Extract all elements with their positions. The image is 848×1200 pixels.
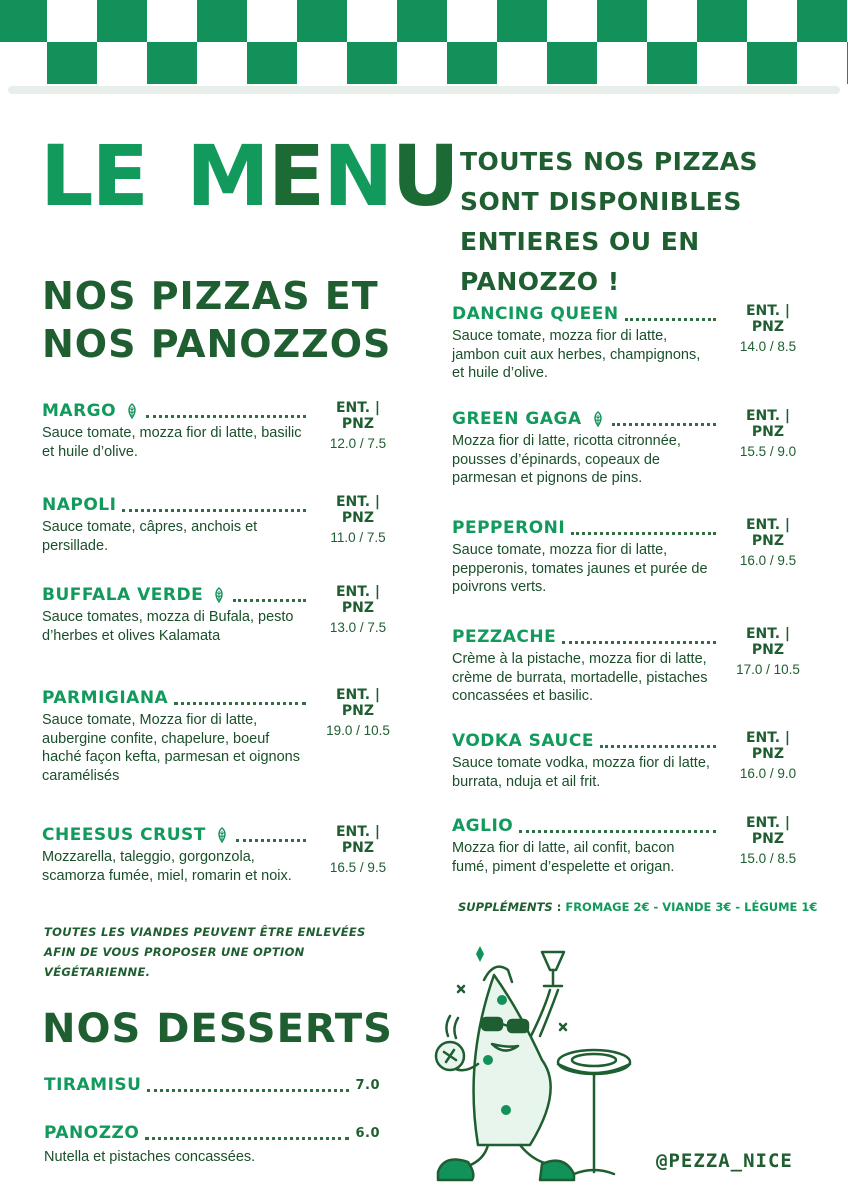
price-value: 14.0 / 8.5 — [739, 339, 797, 354]
price-value: 16.0 / 9.0 — [739, 766, 797, 781]
title-letter: E — [91, 127, 147, 225]
dot-leader — [571, 522, 716, 535]
pizza-item — [452, 303, 804, 383]
meat-note: TOUTES LES VIANDES PEUVENT ÊTRE ENLEVÉES AFIN DE VOUS PROPOSER UNE OPTION VÉGÉTARIENNE. — [44, 925, 366, 979]
vegetarian-leaf-icon — [211, 587, 227, 603]
title-letter: E — [267, 127, 324, 225]
checker-square — [697, 0, 747, 42]
pizza-description: Mozza fior di latte, ail confit, bacon fumé, piment d’espelette et origan. — [452, 840, 675, 875]
price-header: ENT. | PNZ — [335, 584, 380, 616]
price-header: ENT. | PNZ — [745, 303, 790, 335]
checker-square — [0, 0, 47, 42]
checker-square — [147, 42, 197, 84]
title-letter: M — [186, 127, 268, 225]
price-value: 19.0 / 10.5 — [326, 723, 390, 738]
pizza-price — [732, 303, 804, 354]
pizza-name: CHEESUS CRUST — [42, 825, 206, 845]
checker-square — [47, 42, 97, 84]
pizza-item — [452, 517, 804, 597]
intro-text: TOUTES NOS PIZZAS SONT DISPONIBLES ENTIERES OU EN PANOZZO ! — [460, 147, 759, 296]
checker-square — [597, 0, 647, 42]
pizza-mascot-illustration — [424, 940, 654, 1185]
pizza-description: Mozzarella, taleggio, gorgonzola, scamorza fumée, miel, romarin et noix. — [42, 849, 292, 884]
pizza-item — [42, 400, 394, 461]
pizza-item — [452, 626, 804, 706]
pizza-name: DANCING QUEEN — [452, 304, 619, 324]
price-header: ENT. | PNZ — [335, 400, 380, 432]
checker-square — [547, 42, 597, 84]
price-value: 12.0 / 7.5 — [329, 436, 387, 451]
pizza-item — [42, 824, 394, 885]
dot-leader — [146, 405, 306, 418]
checker-square — [447, 42, 497, 84]
vegetarian-leaf-icon — [124, 403, 140, 419]
price-value: 13.0 / 7.5 — [329, 620, 387, 635]
dot-leader — [233, 589, 306, 602]
pizza-description: Sauce tomate, mozza fior di latte, jambon cuit aux herbes, champignons, et huile d’olive. — [452, 328, 701, 381]
pizza-item — [42, 584, 394, 645]
pizza-price — [732, 730, 804, 781]
dessert-name: PANOZZO — [44, 1123, 140, 1143]
price-value: 17.0 / 10.5 — [736, 662, 800, 677]
pizza-description: Sauce tomate vodka, mozza fior di latte, burrata, nduja et ail frit. — [452, 755, 710, 790]
pizzas-section-title: NOS PIZZAS ET NOS PANOZZOS — [42, 274, 392, 366]
price-value: 11.0 / 7.5 — [330, 530, 386, 545]
price-header: ENT. | PNZ — [745, 517, 790, 549]
pizza-description: Crème à la pistache, mozza fior di latte, crème de burrata, mortadelle, pistaches concassées et basilic. — [452, 651, 708, 704]
header-divider — [8, 86, 840, 94]
pizza-description: Sauce tomates, mozza di Bufala, pesto d’herbes et olives Kalamata — [42, 609, 294, 644]
price-value: 16.5 / 9.5 — [329, 860, 387, 875]
checker-square — [247, 42, 297, 84]
pizza-price — [322, 824, 394, 875]
pizza-item — [42, 687, 394, 785]
price-value: 15.0 / 8.5 — [739, 851, 797, 866]
pizza-name: NAPOLI — [42, 495, 117, 515]
instagram-handle[interactable]: @PEZZA_NICE — [656, 1150, 793, 1172]
checker-square — [97, 0, 147, 42]
pizza-name: AGLIO — [452, 816, 514, 836]
price-value: 16.0 / 9.5 — [739, 553, 797, 568]
pizza-price — [732, 815, 804, 866]
checker-square — [297, 0, 347, 42]
dessert-item — [44, 1122, 380, 1167]
pizza-name: BUFFALA VERDE — [42, 585, 204, 605]
dot-leader — [236, 829, 306, 842]
pizza-description: Mozza fior di latte, ricotta citronnée, pousses d’épinards, copeaux de parmesan et pignons de pins. — [452, 433, 681, 486]
pizza-name: PEZZACHE — [452, 627, 557, 647]
price-header: ENT. | PNZ — [335, 687, 380, 719]
pizza-price — [322, 584, 394, 635]
pizza-name: MARGO — [42, 401, 117, 421]
pizza-name: GREEN GAGA — [452, 409, 582, 429]
pizza-price — [732, 408, 804, 459]
dot-leader — [122, 499, 306, 512]
checker-square — [397, 0, 447, 42]
dessert-name: TIRAMISU — [44, 1075, 142, 1095]
checker-square — [647, 42, 697, 84]
pizza-item — [452, 815, 804, 876]
title-letter: N — [323, 127, 392, 225]
supplements-values: FROMAGE 2€ - VIANDE 3€ - LÉGUME 1€ — [565, 900, 818, 914]
pizza-name: PEPPERONI — [452, 518, 566, 538]
title-letter: L — [40, 127, 92, 225]
checker-square — [497, 0, 547, 42]
checker-square — [797, 0, 847, 42]
checker-square — [747, 42, 797, 84]
dessert-price: 6.0 — [355, 1125, 380, 1141]
pizza-item — [452, 730, 804, 791]
dot-leader — [562, 631, 716, 644]
vegetarian-leaf-icon — [214, 827, 230, 843]
price-header: ENT. | PNZ — [745, 815, 790, 847]
price-header: ENT. | PNZ — [745, 408, 790, 440]
price-header: ENT. | PNZ — [745, 626, 790, 658]
pizza-price — [322, 400, 394, 451]
checkered-border — [0, 0, 848, 84]
checker-square — [197, 0, 247, 42]
pizza-description: Sauce tomate, mozza fior di latte, basilic et huile d’olive. — [42, 425, 302, 460]
price-header: ENT. | PNZ — [335, 494, 380, 526]
checker-square — [347, 42, 397, 84]
dessert-price: 7.0 — [355, 1077, 380, 1093]
title-letter: U — [391, 127, 458, 225]
pizza-description: Sauce tomate, câpres, anchois et persillade. — [42, 519, 258, 554]
pizza-name: PARMIGIANA — [42, 688, 169, 708]
supplements-label: SUPPLÉMENTS — [458, 900, 553, 914]
dot-leader — [174, 692, 306, 705]
dot-leader — [612, 413, 716, 426]
dessert-item — [44, 1074, 380, 1096]
pizza-item — [452, 408, 804, 488]
desserts-section-title: NOS DESSERTS — [42, 1006, 393, 1052]
pizza-price — [732, 517, 804, 568]
pizza-description: Sauce tomate, Mozza fior di latte, aubergine confite, chapelure, boeuf haché façon kefta, parmesan et oignons caramélisés — [42, 712, 300, 784]
dessert-description: Nutella et pistaches concassées. — [44, 1149, 256, 1165]
price-header: ENT. | PNZ — [335, 824, 380, 856]
dot-leader — [519, 820, 716, 833]
pizza-price — [322, 687, 394, 738]
price-header: ENT. | PNZ — [745, 730, 790, 762]
dot-leader — [600, 735, 716, 748]
price-value: 15.5 / 9.0 — [739, 444, 797, 459]
menu-title — [40, 127, 458, 225]
pizza-item — [42, 494, 394, 555]
supplements: SUPPLÉMENTS : FROMAGE 2€ - VIANDE 3€ - LÉGUME 1€ — [458, 900, 818, 914]
pizza-name: VODKA SAUCE — [452, 731, 594, 751]
pizza-description: Sauce tomate, mozza fior di latte, pepperonis, tomates jaunes et purée de poivrons verts. — [452, 542, 708, 595]
pizza-price — [322, 494, 394, 545]
pizza-price — [732, 626, 804, 677]
vegetarian-leaf-icon — [590, 411, 606, 427]
dot-leader — [625, 308, 716, 321]
